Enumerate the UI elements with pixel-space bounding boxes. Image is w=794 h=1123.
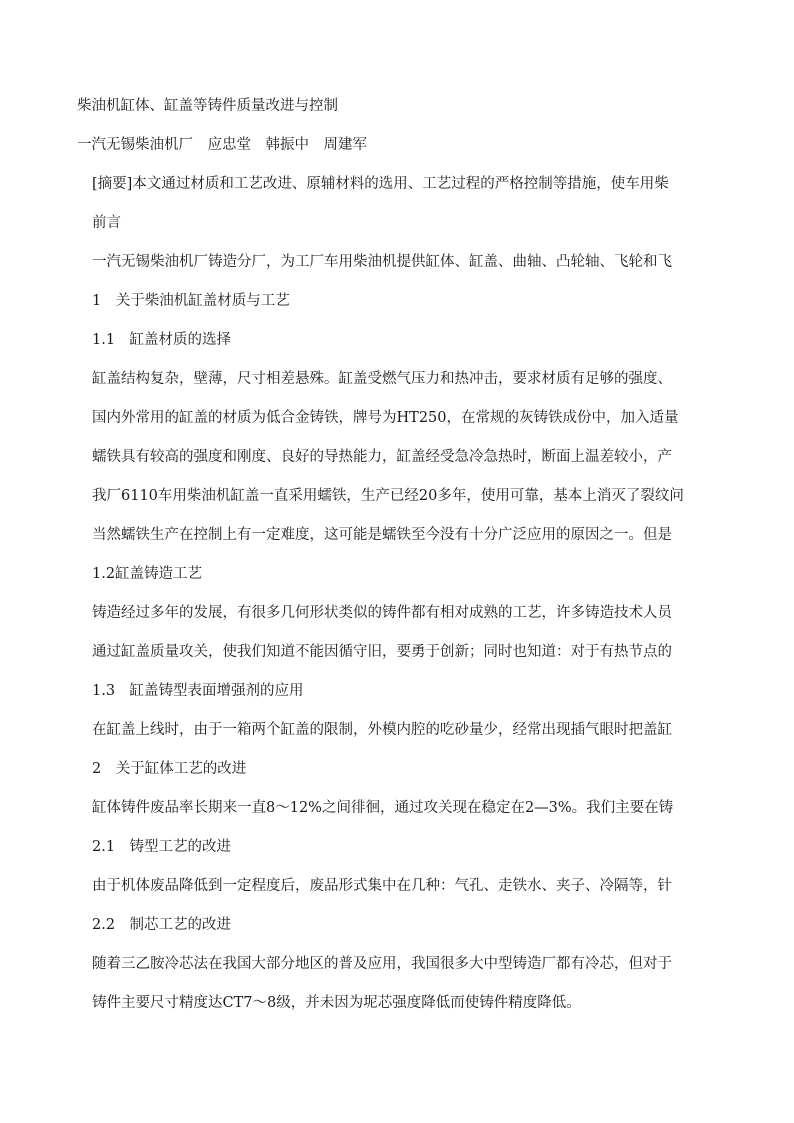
abstract-paragraph: [摘要]本文通过材质和工艺改进、原辅材料的选用、工艺过程的严格控制等措施，使车用柴	[92, 176, 669, 192]
section-1-3-paragraph: 在缸盖上线时，由于一箱两个缸盖的限制，外模内腔的吃砂量少，经常出现插气眼时把盖缸	[92, 722, 672, 738]
section-1-1-paragraph: 我厂6110车用柴油机缸盖一直采用蠕铁，生产已经20多年，使用可靠，基本上消灭了裂纹问	[92, 488, 684, 504]
section-2-1-heading: 2.1 铸型工艺的改进	[92, 839, 232, 855]
document-byline: 一汽无锡柴油机厂 应忠堂 韩振中 周建军	[77, 137, 367, 153]
section-1-1-paragraph: 国内外常用的缸盖的材质为低合金铸铁，牌号为HT250，在常规的灰铸铁成份中，加入适量	[92, 410, 679, 426]
section-2-2-heading: 2.2 制芯工艺的改进	[92, 917, 232, 933]
section-1-1-paragraph: 当然蠕铁生产在控制上有一定难度，这可能是蠕铁至今没有十分广泛应用的原因之一。但是	[92, 527, 672, 543]
section-2-paragraph: 缸体铸件废品率长期来一直8～12%之间徘徊，通过攻关现在稳定在2—3%。我们主要在铸	[92, 800, 674, 816]
section-1-3-heading: 1.3 缸盖铸型表面增强剂的应用	[92, 683, 304, 699]
intro-heading: 前言	[92, 215, 121, 231]
intro-paragraph: 一汽无锡柴油机厂铸造分厂，为工厂车用柴油机提供缸体、缸盖、曲轴、凸轮轴、飞轮和飞	[92, 254, 672, 270]
section-1-1-paragraph: 缸盖结构复杂，壁薄，尺寸相差悬殊。缸盖受燃气压力和热冲击，要求材质有足够的强度、	[92, 371, 672, 387]
section-1-1-paragraph: 蠕铁具有较高的强度和刚度、良好的导热能力，缸盖经受急冷急热时，断面上温差较小，产	[92, 449, 672, 465]
section-1-2-paragraph: 通过缸盖质量攻关，使我们知道不能因循守旧，要勇于创新；同时也知道：对于有热节点的	[92, 644, 672, 660]
section-1-1-heading: 1.1 缸盖材质的选择	[92, 332, 232, 348]
section-2-2-paragraph: 随着三乙胺冷芯法在我国大部分地区的普及应用，我国很多大中型铸造厂都有冷芯，但对于	[92, 956, 672, 972]
section-1-2-paragraph: 铸造经过多年的发展，有很多几何形状类似的铸件都有相对成熟的工艺，许多铸造技术人员	[92, 605, 672, 621]
section-2-heading: 2 关于缸体工艺的改进	[92, 761, 247, 777]
document-title: 柴油机缸体、缸盖等铸件质量改进与控制	[77, 98, 338, 114]
section-2-1-paragraph: 由于机体废品降低到一定程度后，废品形式集中在几种：气孔、走铁水、夹子、冷隔等，针	[92, 878, 672, 894]
section-1-heading: 1 关于柴油机缸盖材质与工艺	[92, 293, 290, 309]
section-1-2-heading: 1.2缸盖铸造工艺	[92, 566, 203, 582]
section-2-2-paragraph: 铸件主要尺寸精度达CT7～8级，并未因为坭芯强度降低而使铸件精度降低。	[92, 995, 581, 1011]
